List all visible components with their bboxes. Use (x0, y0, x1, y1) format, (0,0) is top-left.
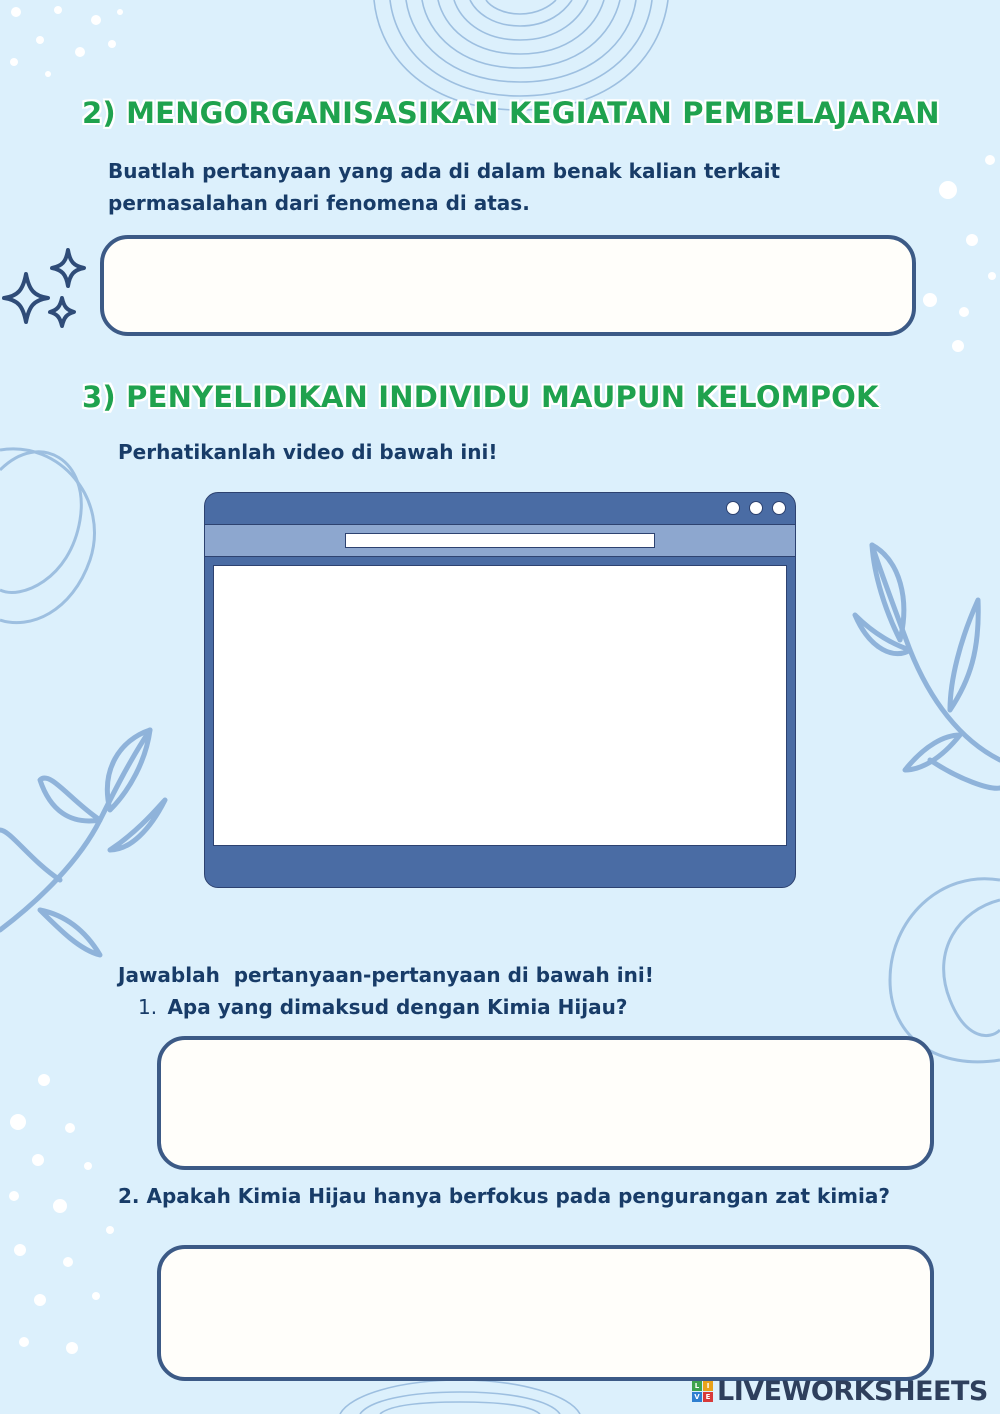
answer-input-question-2[interactable] (161, 1249, 930, 1377)
answer-box-question-1 (157, 1036, 934, 1170)
leaf-branch-left (0, 730, 165, 955)
answer-box-questions (100, 235, 916, 336)
dots-bottom-left (9, 1074, 114, 1354)
logo-letter-i: I (703, 1381, 713, 1391)
video-player-area[interactable] (213, 565, 787, 846)
logo-letter-v: V (692, 1392, 702, 1402)
address-bar (345, 533, 655, 548)
question-1-number: 1. (138, 995, 158, 1019)
logo-letter-l: L (692, 1381, 702, 1391)
dots-right (923, 155, 996, 352)
question-1-text: Apa yang dimaksud dengan Kimia Hijau? (167, 995, 628, 1019)
question-2: 2. Apakah Kimia Hijau hanya berfokus pada pengurangan zat kimia? (118, 1184, 890, 1208)
answer-input-question-1[interactable] (161, 1040, 930, 1166)
brand-name: LIVEWORKSHEETS (717, 1375, 988, 1407)
window-dot-2 (749, 501, 763, 515)
blob-outline-left (0, 452, 81, 593)
sparkle-icon (2, 246, 86, 336)
answer-prompt: Jawablah pertanyaan-pertanyaan di bawah ini! (118, 963, 654, 987)
liveworksheets-brand (692, 1376, 988, 1406)
top-arcs-decoration (374, 0, 668, 110)
question-1 (138, 991, 627, 1023)
section3-heading: 3) PENYELIDIKAN INDIVIDU MAUPUN KELOMPOK (82, 380, 879, 414)
section3-instruction: Perhatikanlah video di bawah ini! (118, 440, 498, 464)
logo-letter-e: E (703, 1392, 713, 1402)
video-window (204, 492, 796, 888)
window-dot-3 (772, 501, 786, 515)
answer-box-question-2 (157, 1245, 934, 1381)
liveworksheets-logo-icon (692, 1381, 713, 1402)
dots-top-left (10, 6, 123, 77)
answer-input-questions[interactable] (104, 239, 912, 332)
blob-outline-right (890, 879, 1000, 1062)
section2-heading: 2) MENGORGANISASIKAN KEGIATAN PEMBELAJARAN (82, 96, 940, 130)
section2-instruction-line1: Buatlah pertanyaan yang ada di dalam benak kalian terkait (108, 159, 781, 183)
window-toolbar (205, 524, 795, 557)
window-dot-1 (726, 501, 740, 515)
bottom-arcs-decoration (340, 1380, 580, 1414)
leaf-branch-right (855, 545, 1000, 788)
section2-instruction-line2: permasalahan dari fenomena di atas. (108, 191, 530, 215)
